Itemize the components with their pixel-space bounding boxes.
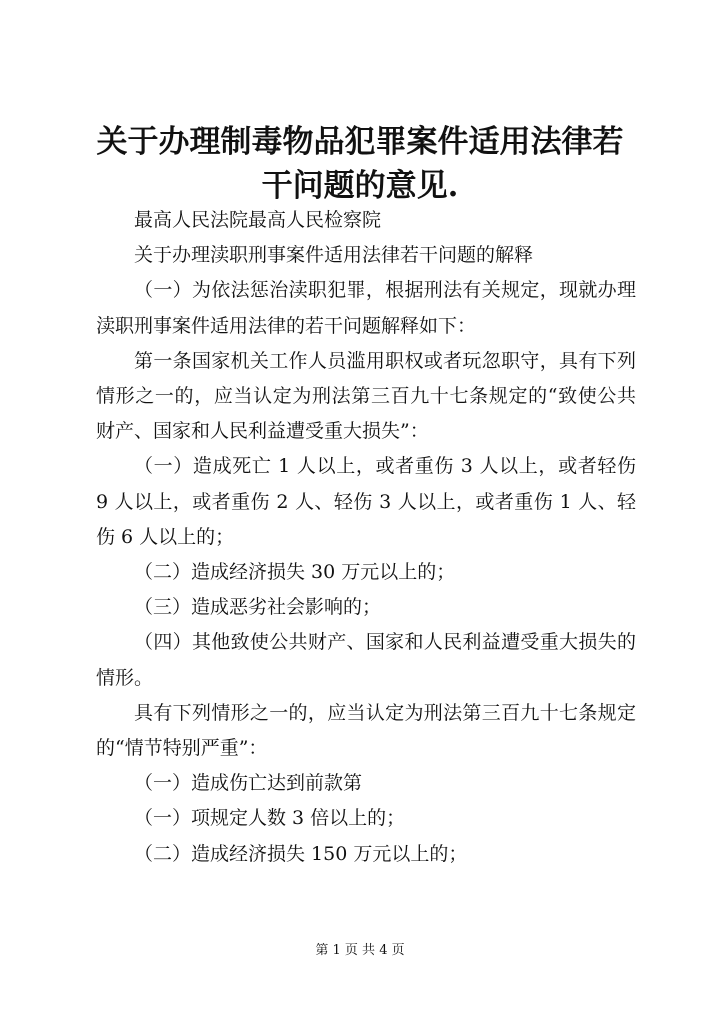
paragraph-item-1: （一）造成死亡 1 人以上，或者重伤 3 人以上，或者轻伤 9 人以上，或者重伤 2 人、轻伤 3 人以上，或者重伤 1 人、轻伤 6 人以上的； (96, 455, 636, 548)
paragraph-article-1: 第一条国家机关工作人员滥用职权或者玩忽职守，具有下列情形之一的，应当认定为刑法第三百九十七条规定的“致使公共财产、国家和人民利益遭受重大损失”： (96, 349, 636, 443)
paragraph-serious-circumstances: 具有下列情形之一的，应当认定为刑法第三百九十七条规定的“情节特别严重”： (96, 701, 636, 760)
page-footer: 第 1 页 共 4 页 (315, 943, 405, 958)
paragraph-intro: （一）为依法惩治渎职犯罪，根据刑法有关规定，现就办理渎职刑事案件适用法律的若干问题解释如下： (96, 279, 636, 337)
paragraph-serious-item-2: （二）造成经济损失 150 万元以上的； (134, 842, 468, 865)
paragraph-interpretation-title: 关于办理渎职刑事案件适用法律若干问题的解释 (134, 244, 534, 267)
paragraph-item-2: （二）造成经济损失 30 万元以上的； (134, 561, 456, 584)
paragraph-serious-item-1a: （一）造成伤亡达到前款第 (134, 772, 363, 795)
paragraph-item-3: （三）造成恶劣社会影响的； (134, 596, 382, 619)
document-body (96, 203, 636, 872)
paragraph-item-4: （四）其他致使公共财产、国家和人民利益遭受重大损失的情形。 (96, 631, 636, 689)
paragraph-serious-item-1b: （一）项规定人数 3 倍以上的； (134, 807, 406, 830)
document-title: 关于办理制毒物品犯罪案件适用法律若干问题的意见. (96, 124, 624, 204)
paragraph-issuer: 最高人民法院最高人民检察院 (134, 209, 382, 231)
